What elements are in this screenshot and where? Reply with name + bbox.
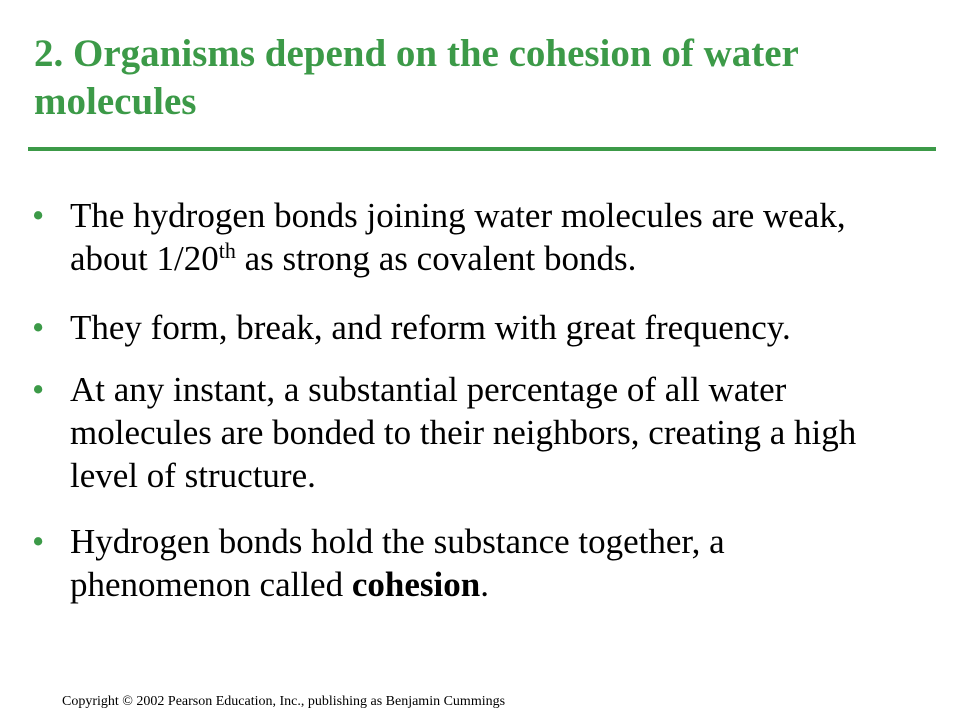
bullet-icon: •: [32, 196, 45, 235]
bullet-text: Hydrogen bonds hold the substance together, a phenomenon called: [70, 522, 725, 604]
title-divider: [28, 147, 936, 151]
copyright-notice: Copyright © 2002 Pearson Education, Inc., publishing as Benjamin Cummings: [62, 694, 506, 709]
bullet-icon: •: [32, 522, 45, 561]
bullet-icon: •: [32, 370, 45, 409]
bullet-text-end: .: [480, 565, 489, 604]
cohesion-term: cohesion: [351, 565, 481, 604]
bullet-icon: •: [32, 308, 45, 347]
superscript-th: th: [218, 238, 236, 263]
bullet-text-end: as strong as covalent bonds.: [235, 239, 637, 278]
bullet-text: At any instant, a substantial percentage of all water molecules are bonded to their neighbors, creating a high level of structure.: [70, 370, 857, 495]
bullet-item-cohesion: [32, 520, 912, 606]
bullet-text: They form, break, and reform with great frequency.: [70, 308, 791, 347]
bullet-item-structure: [32, 368, 912, 497]
bullet-item-bond-frequency: [32, 306, 912, 349]
bullet-text: The hydrogen bonds joining water molecules are weak, about 1/20: [70, 196, 846, 278]
bullet-item-hydrogen-bond-strength: [32, 194, 912, 280]
bullet-list: [32, 194, 912, 632]
slide-title: 2. Organisms depend on the cohesion of water molecules: [34, 32, 799, 123]
